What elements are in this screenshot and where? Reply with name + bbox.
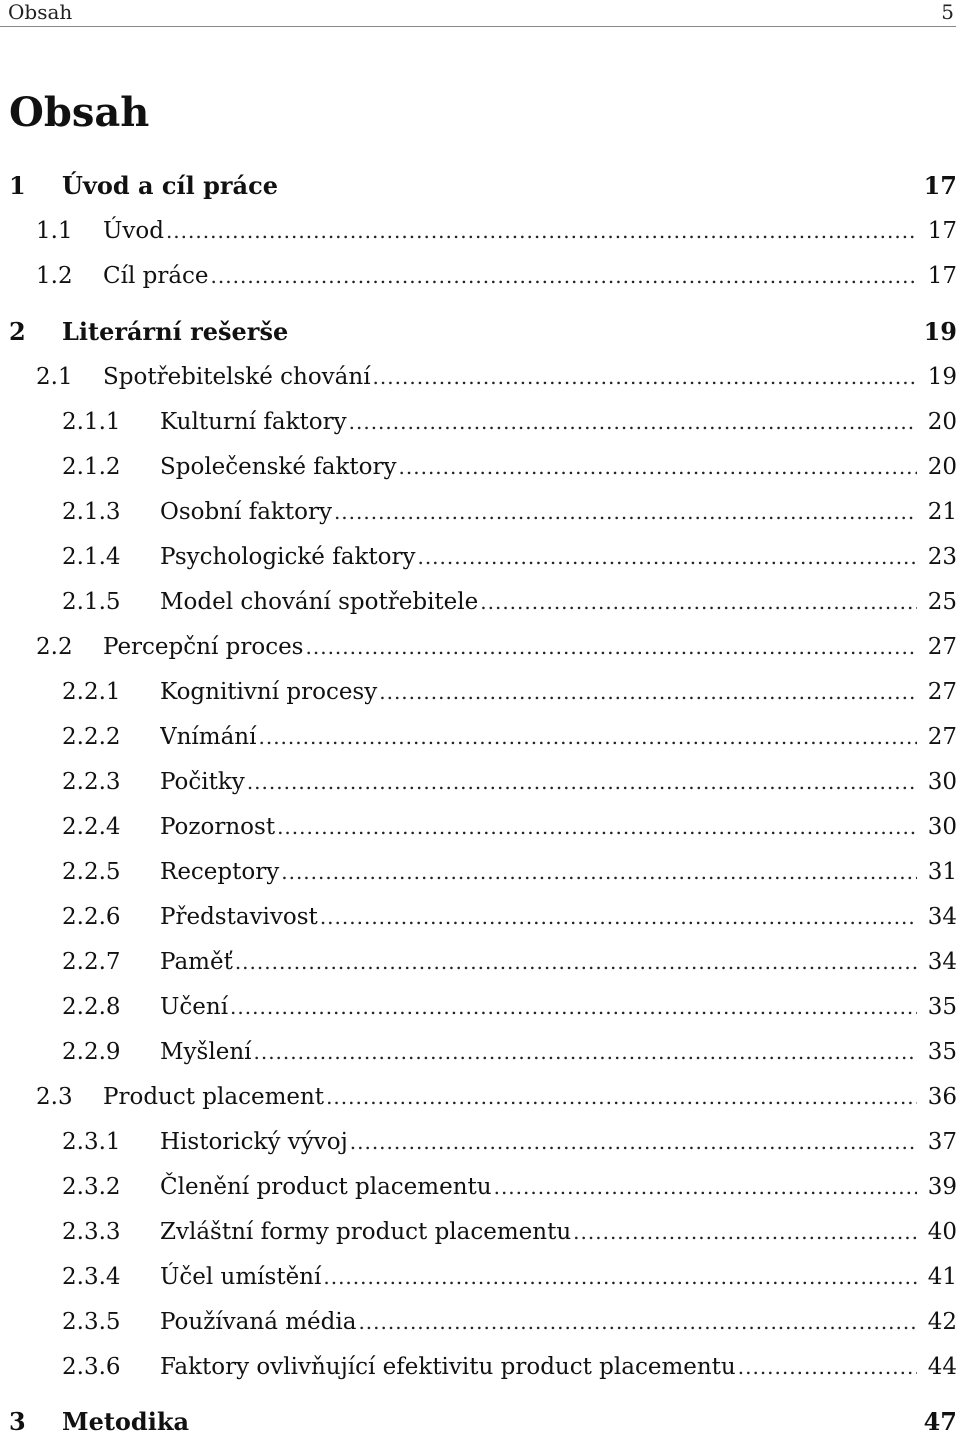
toc-entry-title: Úvod a cíl práce — [62, 169, 278, 203]
toc-entry-title-line — [160, 450, 917, 484]
toc-entry-page: 27 — [927, 634, 957, 660]
toc-entry[interactable] — [0, 900, 957, 934]
toc-entry-page: 39 — [927, 1174, 957, 1200]
toc-entry[interactable] — [0, 495, 957, 529]
toc-entry-page: 17 — [927, 263, 957, 289]
toc-entry[interactable] — [0, 630, 957, 664]
page-number: 5 — [941, 0, 954, 24]
toc-entry-number: 2.2.6 — [62, 904, 121, 930]
toc-entry-number: 2.1.2 — [62, 454, 121, 480]
toc-entry-title-line — [103, 1080, 917, 1114]
toc-entry-title-line — [160, 1260, 917, 1294]
toc-entry-number: 2.1.1 — [62, 409, 121, 435]
toc-entry-number: 2.2.9 — [62, 1039, 121, 1065]
toc-leader-dots — [349, 405, 917, 439]
toc-entry-title: Představivost — [160, 900, 318, 934]
toc-entry[interactable] — [0, 450, 957, 484]
toc-entry-page: 17 — [923, 171, 957, 200]
toc-entry-number: 1 — [9, 171, 26, 200]
toc-entry[interactable] — [0, 945, 957, 979]
toc-entry-page: 42 — [927, 1309, 957, 1335]
toc-entry-page: 35 — [927, 1039, 957, 1065]
toc-entry-page: 40 — [927, 1219, 957, 1245]
toc-entry-title: Receptory — [160, 855, 279, 889]
toc-entry[interactable] — [0, 405, 957, 439]
toc-entry-page: 23 — [927, 544, 957, 570]
toc-entry-number: 2.1 — [36, 364, 73, 390]
toc-entry-number: 2.3.1 — [62, 1129, 121, 1155]
toc-entry-title: Používaná média — [160, 1305, 356, 1339]
toc-entry-page: 25 — [927, 589, 957, 615]
toc-leader-dots — [277, 810, 917, 844]
toc-entry-title: Myšlení — [160, 1035, 251, 1069]
toc-entry-page: 27 — [927, 724, 957, 750]
toc-entry-title: Společenské faktory — [160, 450, 397, 484]
toc-entry-page: 47 — [923, 1407, 957, 1436]
toc-entry-number: 2.1.5 — [62, 589, 121, 615]
toc-entry-number: 2.2.2 — [62, 724, 121, 750]
toc-entry-page: 17 — [927, 218, 957, 244]
toc-leader-dots — [358, 1305, 917, 1339]
toc-entry-title: Pozornost — [160, 810, 275, 844]
running-header — [0, 0, 956, 27]
toc-entry-title: Product placement — [103, 1080, 324, 1114]
toc-entry-number: 2.2.3 — [62, 769, 121, 795]
toc-entry-page: 36 — [927, 1084, 957, 1110]
toc-entry-page: 27 — [927, 679, 957, 705]
toc-entry-title: Úvod — [103, 214, 164, 248]
toc-entry-title: Literární rešerše — [62, 315, 288, 349]
toc-entry[interactable] — [0, 855, 957, 889]
toc-entry-title: Model chování spotřebitele — [160, 585, 478, 619]
toc-entry-number: 2.2.7 — [62, 949, 121, 975]
toc-entry[interactable] — [0, 1080, 957, 1114]
toc-leader-dots — [258, 720, 917, 754]
toc-entry-page: 20 — [927, 409, 957, 435]
toc-entry-title: Počitky — [160, 765, 245, 799]
toc-leader-dots — [738, 1350, 917, 1384]
toc-entry-page: 30 — [927, 814, 957, 840]
toc-entry-title: Členění product placementu — [160, 1170, 492, 1204]
toc-leader-dots — [379, 675, 917, 709]
toc-chapter-entry[interactable] — [0, 169, 957, 203]
toc-entry-title: Vnímání — [160, 720, 256, 754]
toc-entry-title-line — [103, 360, 917, 394]
toc-entry-title-line — [160, 1305, 917, 1339]
toc-entry-number: 2.2.8 — [62, 994, 121, 1020]
toc-entry-title-line — [160, 405, 917, 439]
toc-entry-number: 3 — [9, 1407, 26, 1436]
running-header-title: Obsah — [8, 0, 73, 24]
toc-entry[interactable] — [0, 1125, 957, 1159]
toc-leader-dots — [166, 214, 917, 248]
toc-entry-page: 35 — [927, 994, 957, 1020]
toc-entry-title-line — [62, 169, 917, 203]
toc-chapter-entry[interactable] — [0, 315, 957, 349]
toc-entry[interactable] — [0, 1260, 957, 1294]
toc-entry[interactable] — [0, 1305, 957, 1339]
toc-entry-page: 44 — [927, 1354, 957, 1380]
toc-entry-title: Historický vývoj — [160, 1125, 348, 1159]
toc-leader-dots — [306, 630, 918, 664]
toc-entry[interactable] — [0, 1350, 957, 1384]
toc-entry-title-line — [103, 259, 917, 293]
toc-leader-dots — [211, 259, 917, 293]
toc-entry-number: 2.2 — [36, 634, 73, 660]
toc-entry[interactable] — [0, 1215, 957, 1249]
toc-entry-title-line — [160, 1350, 917, 1384]
toc-entry-page: 30 — [927, 769, 957, 795]
toc-entry-title-line — [160, 1215, 917, 1249]
toc-leader-dots — [373, 360, 917, 394]
toc-leader-dots — [417, 540, 917, 574]
toc-entry[interactable] — [0, 1035, 957, 1069]
toc-leader-dots — [399, 450, 917, 484]
toc-entry-title-line — [103, 630, 917, 664]
toc-entry-title: Zvláštní formy product placementu — [160, 1215, 571, 1249]
toc-entry[interactable] — [0, 540, 957, 574]
toc-entry-title: Účel umístění — [160, 1260, 321, 1294]
toc-entry[interactable] — [0, 259, 957, 293]
page-title: Obsah — [9, 89, 150, 136]
toc-leader-dots — [494, 1170, 917, 1204]
toc-entry[interactable] — [0, 765, 957, 799]
toc-entry-number: 1.1 — [36, 218, 73, 244]
toc-entry[interactable] — [0, 810, 957, 844]
toc-entry-page: 31 — [927, 859, 957, 885]
toc-entry-number: 2.1.3 — [62, 499, 121, 525]
toc-entry-title-line — [160, 990, 917, 1024]
toc-entry-title: Osobní faktory — [160, 495, 332, 529]
toc-entry-title: Paměť — [160, 945, 233, 979]
toc-entry-title-line — [160, 945, 917, 979]
toc-entry-title-line — [160, 810, 917, 844]
toc-entry-title-line — [103, 214, 917, 248]
toc-entry-title: Percepční proces — [103, 630, 304, 664]
toc-leader-dots — [573, 1215, 917, 1249]
toc-leader-dots — [334, 495, 917, 529]
toc-leader-dots — [281, 855, 917, 889]
toc-leader-dots — [235, 945, 917, 979]
toc-entry-title: Kognitivní procesy — [160, 675, 377, 709]
toc-entry-page: 37 — [927, 1129, 957, 1155]
toc-entry-title-line — [160, 765, 917, 799]
toc-entry-title-line — [160, 1035, 917, 1069]
toc-entry-title-line — [160, 720, 917, 754]
toc-leader-dots — [230, 990, 917, 1024]
toc-leader-dots — [247, 765, 917, 799]
toc-entry-number: 2.2.5 — [62, 859, 121, 885]
toc-leader-dots — [320, 900, 917, 934]
toc-entry-page: 20 — [927, 454, 957, 480]
toc-entry-number: 1.2 — [36, 263, 73, 289]
toc-entry-page: 19 — [927, 364, 957, 390]
toc-entry-title-line — [160, 900, 917, 934]
toc-entry-title: Spotřebitelské chování — [103, 360, 371, 394]
toc-entry[interactable] — [0, 214, 957, 248]
toc-entry-number: 2.2.4 — [62, 814, 121, 840]
toc-entry-title: Učení — [160, 990, 228, 1024]
toc-entry[interactable] — [0, 720, 957, 754]
toc-entry-page: 34 — [927, 904, 957, 930]
toc-entry-title-line — [160, 675, 917, 709]
toc-entry-number: 2.3.6 — [62, 1354, 121, 1380]
toc-entry-page: 41 — [927, 1264, 957, 1290]
toc-entry-title-line — [160, 495, 917, 529]
toc-entry-number: 2.2.1 — [62, 679, 121, 705]
toc-leader-dots — [326, 1080, 917, 1114]
toc-leader-dots — [350, 1125, 917, 1159]
toc-entry-title: Psychologické faktory — [160, 540, 415, 574]
toc-entry-title-line — [160, 1170, 917, 1204]
toc-entry[interactable] — [0, 990, 957, 1024]
toc-entry[interactable] — [0, 1170, 957, 1204]
toc-entry[interactable] — [0, 360, 957, 394]
toc-entry-title: Kulturní faktory — [160, 405, 347, 439]
toc-entry-title: Cíl práce — [103, 259, 209, 293]
toc-entry-title-line — [62, 1405, 917, 1439]
toc-entry-number: 2 — [9, 317, 26, 346]
toc-entry-title-line — [160, 585, 917, 619]
toc-entry-page: 21 — [927, 499, 957, 525]
toc-entry-title-line — [62, 315, 917, 349]
toc-chapter-entry[interactable] — [0, 1405, 957, 1439]
toc-leader-dots — [253, 1035, 917, 1069]
toc-entry-number: 2.1.4 — [62, 544, 121, 570]
toc-entry-number: 2.3.3 — [62, 1219, 121, 1245]
toc-entry-title-line — [160, 1125, 917, 1159]
toc-entry[interactable] — [0, 675, 957, 709]
toc-entry-title: Metodika — [62, 1405, 189, 1439]
toc-entry-page: 19 — [923, 317, 957, 346]
toc-entry-title-line — [160, 855, 917, 889]
toc-entry[interactable] — [0, 585, 957, 619]
toc-entry-title-line — [160, 540, 917, 574]
toc-entry-page: 34 — [927, 949, 957, 975]
toc-leader-dots — [480, 585, 917, 619]
toc-entry-number: 2.3 — [36, 1084, 73, 1110]
toc-entry-number: 2.3.4 — [62, 1264, 121, 1290]
toc-leader-dots — [323, 1260, 917, 1294]
toc-entry-number: 2.3.2 — [62, 1174, 121, 1200]
toc-entry-title: Faktory ovlivňující efektivitu product placementu — [160, 1350, 736, 1384]
toc-entry-number: 2.3.5 — [62, 1309, 121, 1335]
